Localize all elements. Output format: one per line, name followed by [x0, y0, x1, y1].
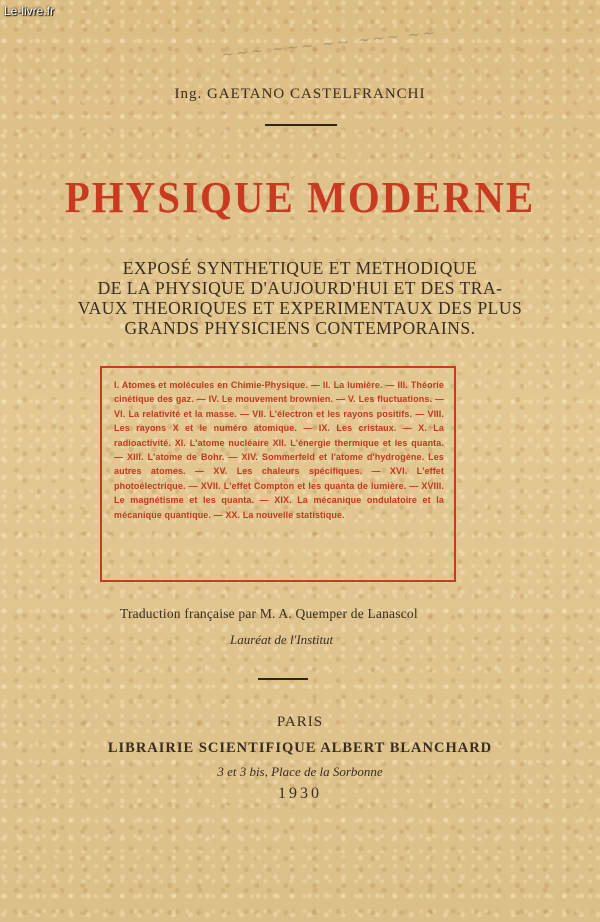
translation-credit: Traduction française par M. A. Quemper de Lanascol	[120, 606, 418, 621]
author-name: Ing. GAETANO CASTELFRANCHI	[174, 86, 426, 102]
subtitle-line: EXPOSÉ SYNTHETIQUE ET METHODIQUE	[122, 258, 478, 278]
publisher-address: 3 et 3 bis, Place de la Sorbonne	[217, 764, 383, 779]
watermark: Le-livre.fr	[4, 4, 55, 18]
subtitle-line: GRANDS PHYSICIENS CONTEMPORAINS.	[124, 318, 476, 338]
publisher-city: PARIS	[276, 714, 324, 730]
pencil-inscription: ~~~ ~~~ ~~ ~~~ ~~	[220, 23, 438, 64]
subtitle	[50, 258, 550, 338]
subtitle-line: VAUX THEORIQUES ET EXPERIMENTAUX DES PLUS	[77, 298, 523, 318]
divider-bottom	[258, 678, 308, 680]
contents-box	[100, 366, 456, 582]
contents-text: I. Atomes et molécules en Chimie-Physique. — II. La lumière. — III. Théorie cinétique des gaz. — IV. Le mouvement brownien. — V. Les fluctuations. — VI. La relativité et la masse. — VII. L'électron et les rayons positifs. — VIII. Les rayons X et le numéro atomique. — IX. Les cristaux. — X. La radioactivité. XI. L'atome nucléaire XII. L'énergie thermique et les quanta. — XIII. L'atome de Bohr. — XIV. Sommerfeld et l'atome d'hydrogène. Les autres atomes. — XV. Les chaleurs spécifiques. — XVI. L'effet photoélectrique. — XVII. L'effet Compton et les quanta de lumière. — XVIII. Le magnétisme et les quanta. — XIX. La mécanique ondulatoire et la mécanique quantique. — XX. La nouvelle statistique.	[114, 380, 444, 520]
publisher-name: LIBRAIRIE SCIENTIFIQUE ALBERT BLANCHARD	[107, 740, 493, 756]
divider-top	[265, 124, 337, 126]
book-title: PHYSIQUE MODERNE	[64, 172, 536, 222]
translator-title: Lauréat de l'Institut	[230, 632, 334, 647]
subtitle-line: DE LA PHYSIQUE D'AUJOURD'HUI ET DES TRA-	[97, 278, 503, 298]
publication-year: 1930	[278, 785, 322, 802]
